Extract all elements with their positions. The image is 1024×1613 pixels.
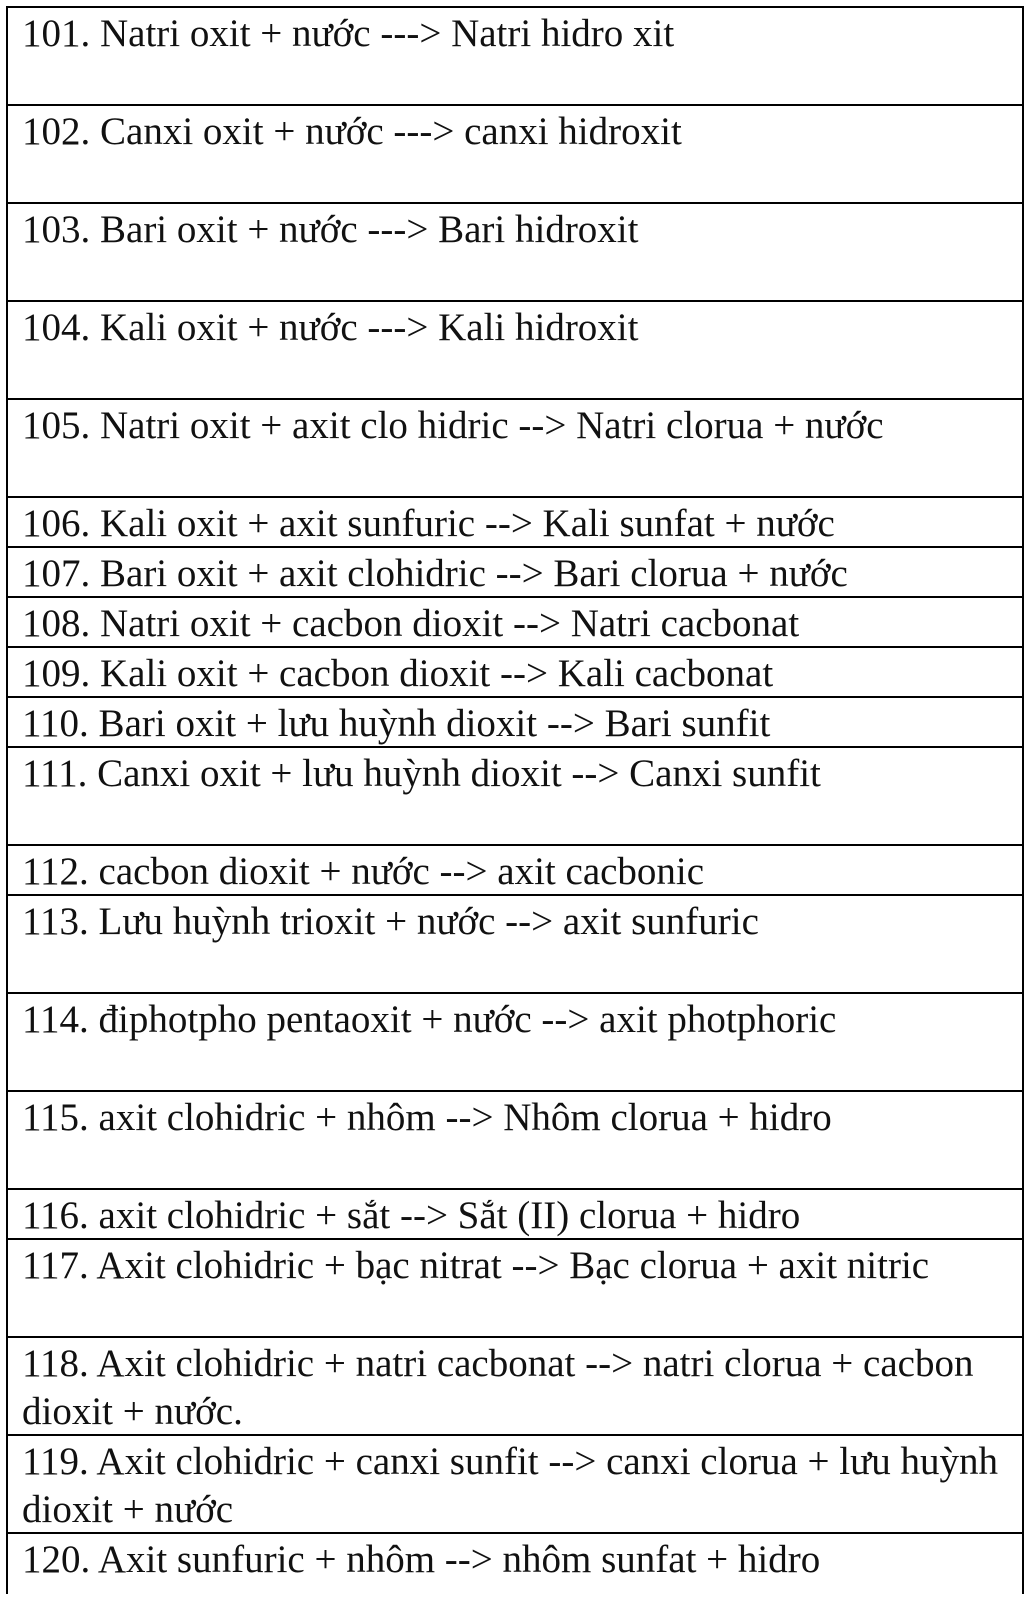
table-row: 114. điphotpho pentaoxit + nước --> axit photphoric <box>8 994 1022 1092</box>
table-row: 111. Canxi oxit + lưu huỳnh dioxit --> Canxi sunfit <box>8 748 1022 846</box>
table-row: 115. axit clohidric + nhôm --> Nhôm clorua + hidro <box>8 1092 1022 1190</box>
table-row: 110. Bari oxit + lưu huỳnh dioxit --> Bari sunfit <box>8 698 1022 748</box>
table-row: 105. Natri oxit + axit clo hidric --> Natri clorua + nước <box>8 400 1022 498</box>
table-row: 120. Axit sunfuric + nhôm --> nhôm sunfat + hidro <box>22 1538 821 1581</box>
table-row: 118. Axit clohidric + natri cacbonat --> natri clorua + cacbon dioxit + nước. <box>8 1338 1022 1436</box>
table-row: 104. Kali oxit + nước ---> Kali hidroxit <box>8 302 1022 400</box>
table-row: 109. Kali oxit + cacbon dioxit --> Kali cacbonat <box>8 648 1022 698</box>
table-row: 117. Axit clohidric + bạc nitrat --> Bạc clorua + axit nitric <box>8 1240 1022 1338</box>
table-row: 107. Bari oxit + axit clohidric --> Bari clorua + nước <box>8 548 1022 598</box>
table-row: 119. Axit clohidric + canxi sunfit --> canxi clorua + lưu huỳnh dioxit + nước <box>8 1436 1022 1534</box>
table-row: 103. Bari oxit + nước ---> Bari hidroxit <box>8 204 1022 302</box>
table-row: 101. Natri oxit + nước ---> Natri hidro xit <box>8 8 1022 106</box>
table-row: 106. Kali oxit + axit sunfuric --> Kali sunfat + nước <box>8 498 1022 548</box>
reaction-table <box>6 6 1024 1594</box>
table-row: 102. Canxi oxit + nước ---> canxi hidroxit <box>8 106 1022 204</box>
table-row: 116. axit clohidric + sắt --> Sắt (II) clorua + hidro <box>8 1190 1022 1240</box>
table-row: 113. Lưu huỳnh trioxit + nước --> axit sunfuric <box>8 896 1022 994</box>
table-row: 108. Natri oxit + cacbon dioxit --> Natri cacbonat <box>8 598 1022 648</box>
table-row: 112. cacbon dioxit + nước --> axit cacbonic <box>8 846 1022 896</box>
